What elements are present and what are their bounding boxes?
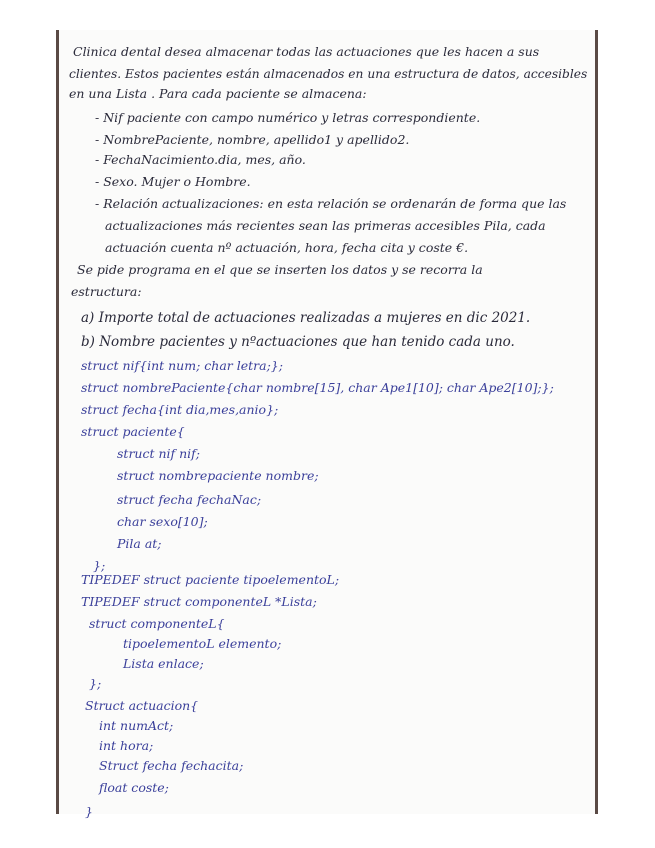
field-fecha: - FechaNacimiento.dia, mes, año. — [95, 152, 306, 167]
question-b: b) Nombre pacientes y nºactuaciones que han tenido cada uno. — [81, 334, 515, 350]
code-line-14: tipoelementoL elemento; — [123, 636, 282, 651]
handwritten-sheet — [56, 30, 598, 819]
intro-line-3: en una Lista . Para cada paciente se almacena: — [69, 86, 367, 101]
code-line-17: Struct actuacion{ — [85, 698, 199, 713]
code-line-12: TIPEDEF struct componenteL *Lista; — [81, 594, 317, 609]
task-line-1: Se pide programa en el que se inserten los datos y se recorra la — [77, 262, 483, 277]
code-line-8: char sexo[10]; — [117, 514, 208, 529]
field-sexo: - Sexo. Mujer o Hombre. — [95, 174, 251, 189]
code-line-13: struct componenteL{ — [89, 616, 225, 631]
field-nif: - Nif paciente con campo numérico y letras correspondiente. — [95, 110, 481, 125]
code-line-19: int hora; — [99, 738, 154, 753]
task-line-2: estructura: — [71, 284, 142, 299]
field-relacion: - Relación actualizaciones: en esta relación se ordenarán de forma que las — [95, 196, 567, 211]
code-line-21: float coste; — [99, 780, 169, 795]
field-relacion-cont-2: actuación cuenta nº actuación, hora, fecha cita y coste €. — [105, 240, 469, 255]
code-line-7: struct fecha fechaNac; — [117, 492, 262, 507]
code-line-20: Struct fecha fechacita; — [99, 758, 244, 773]
code-line-4: struct paciente{ — [81, 424, 185, 439]
intro-line-1: Clinica dental desea almacenar todas las actuaciones que les hacen a sus — [73, 44, 540, 59]
code-line-2: struct nombrePaciente{char nombre[15], char Ape1[10]; char Ape2[10];}; — [81, 380, 554, 395]
code-line-15: Lista enlace; — [123, 656, 204, 671]
code-line-16: }; — [89, 676, 102, 691]
code-line-10: }; — [93, 558, 106, 573]
code-line-1: struct nif{int num; char letra;}; — [81, 358, 283, 373]
code-line-9: Pila at; — [117, 536, 162, 551]
code-line-3: struct fecha{int dia,mes,anio}; — [81, 402, 279, 417]
intro-line-2: clientes. Estos pacientes están almacenados en una estructura de datos, accesibles — [69, 66, 588, 81]
field-relacion-cont-1: actualizaciones más recientes sean las primeras accesibles Pila, cada — [105, 218, 546, 233]
code-line-18: int numAct; — [99, 718, 174, 733]
code-line-11: TIPEDEF struct paciente tipoelementoL; — [81, 572, 340, 587]
code-line-6: struct nombrepaciente nombre; — [117, 468, 319, 483]
question-a: a) Importe total de actuaciones realizadas a mujeres en dic 2021. — [81, 310, 531, 326]
field-nombre: - NombrePaciente, nombre, apellido1 y apellido2. — [95, 132, 410, 147]
code-line-22: } — [85, 804, 93, 819]
code-line-5: struct nif nif; — [117, 446, 200, 461]
